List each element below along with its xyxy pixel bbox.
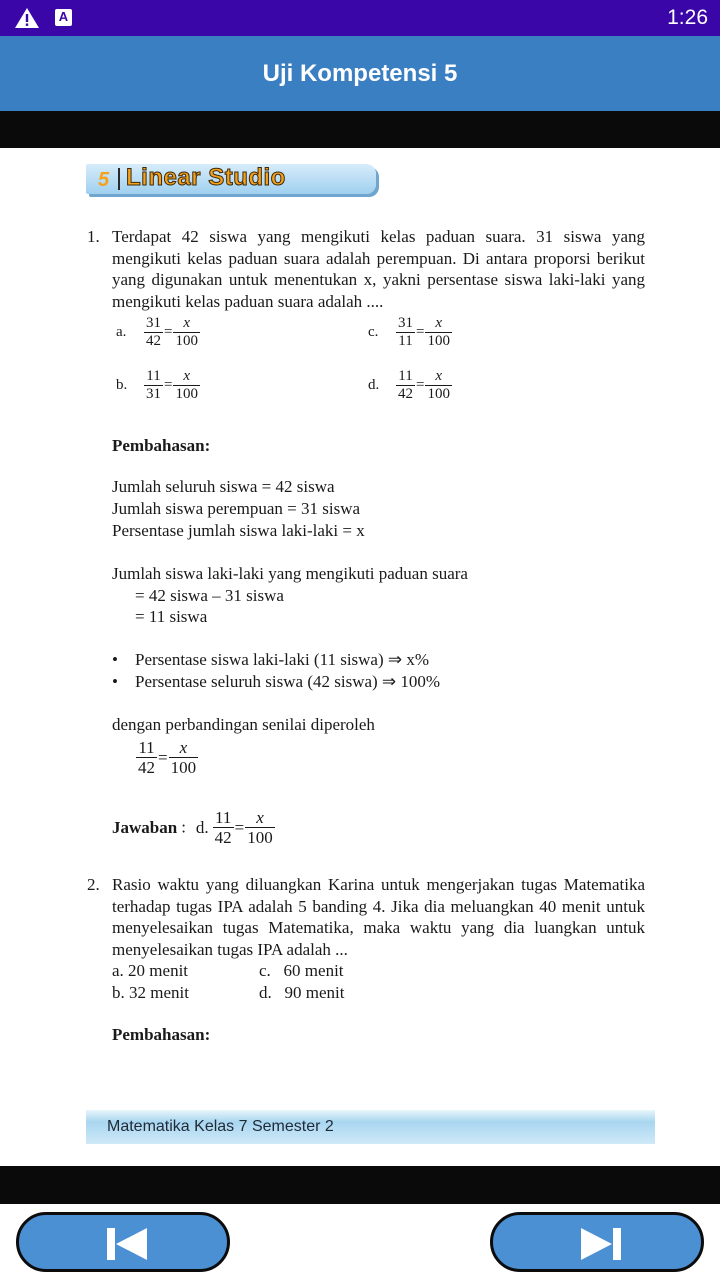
q2-option-d: d. 90 menit xyxy=(259,983,345,1002)
q1-ratio-equation: $\frac{11}{42}$ = $\frac{x}{100}$ xyxy=(138,738,197,777)
q1-answer: Jawaban : d. $\frac{11}{42}$ = $\frac{x}{100}$ xyxy=(112,808,273,847)
q1-option-d: d. $\frac{11}{42}$ = $\frac{x}{100}$ xyxy=(368,368,450,402)
warning-icon xyxy=(14,7,40,29)
page-title: Uji Kompetensi 5 xyxy=(262,60,458,87)
q1-given-3: Persentase jumlah siswa laki-laki = x xyxy=(112,521,365,540)
q2-option-a: a. 20 menit xyxy=(112,961,189,980)
q1-option-a: a. $\frac{31}{42}$ = $\frac{x}{100}$ xyxy=(116,315,198,349)
q1-bullet-1: • xyxy=(112,650,118,669)
publisher-name: Linear Studio xyxy=(126,164,286,191)
q1-given-2: Jumlah siswa perempuan = 31 siswa xyxy=(112,499,361,518)
q1-ratio-intro: dengan perbandingan senilai diperoleh xyxy=(112,715,375,734)
q2-option-b: b. 32 menit xyxy=(112,983,189,1002)
q1-bullet-1-text: Persentase siswa laki-laki (11 siswa) ⇒ x% xyxy=(135,650,430,669)
previous-button[interactable] xyxy=(16,1212,230,1272)
q1-text: Terdapat 42 siswa yang mengikuti kelas paduan suara. 31 siswa yang mengikuti kelas paduan suara adalah perempuan. Di antara proporsi berikut yang digunakan untuk menentukan x, yakni persentase siswa laki-laki yang mengikuti kelas paduan suara adalah .... xyxy=(112,227,645,311)
answer-separator: : xyxy=(181,817,186,837)
app-a-icon: A xyxy=(55,9,72,26)
answer-label: Jawaban xyxy=(112,817,178,837)
q2-number: 2. xyxy=(87,875,100,894)
linear-studio-logo-icon: 5 xyxy=(98,169,110,191)
q1-given-1: Jumlah seluruh siswa = 42 siswa xyxy=(112,477,335,496)
q1-bullet-2: • xyxy=(112,672,118,691)
skip-previous-icon xyxy=(105,1227,149,1261)
q2-pembahasan-label: Pembahasan: xyxy=(112,1025,211,1044)
next-button[interactable] xyxy=(490,1212,704,1272)
book-page xyxy=(0,148,720,1166)
q1-pembahasan-label: Pembahasan: xyxy=(112,436,211,455)
status-bar xyxy=(0,0,720,36)
status-time: 1:26 xyxy=(667,6,708,29)
q1-option-b: b. $\frac{11}{31}$ = $\frac{x}{100}$ xyxy=(116,368,198,402)
q1-calc-heading: Jumlah siswa laki-laki yang mengikuti paduan suara xyxy=(112,564,468,583)
q2-option-c: c. 60 menit xyxy=(259,961,344,980)
q2-text: Rasio waktu yang diluangkan Karina untuk mengerjakan tugas Matematika terhadap tugas IPA adalah 5 banding 4. Jika dia meluangkan 40 menit untuk menyelesaikan tugas Matematika, maka waktu yang dia luangkan untuk menyelesaikan tugas IPA adalah ... xyxy=(112,875,645,959)
q1-bullet-2-text: Persentase seluruh siswa (42 siswa) ⇒ 100% xyxy=(135,672,441,691)
footer-text: Matematika Kelas 7 Semester 2 xyxy=(107,1118,334,1135)
answer-letter: d. xyxy=(195,817,209,837)
q1-number: 1. xyxy=(87,227,100,246)
q1-calc-step-2: = 11 siswa xyxy=(135,607,208,626)
bottom-divider xyxy=(0,1166,720,1204)
app-bar xyxy=(0,36,720,111)
skip-next-icon xyxy=(579,1227,623,1261)
q1-calc-step-1: = 42 siswa – 31 siswa xyxy=(135,586,284,605)
q1-option-c: c. $\frac{31}{11}$ = $\frac{x}{100}$ xyxy=(368,315,450,349)
publisher-banner xyxy=(86,162,380,198)
top-divider xyxy=(0,111,720,148)
page-footer xyxy=(86,1110,655,1144)
